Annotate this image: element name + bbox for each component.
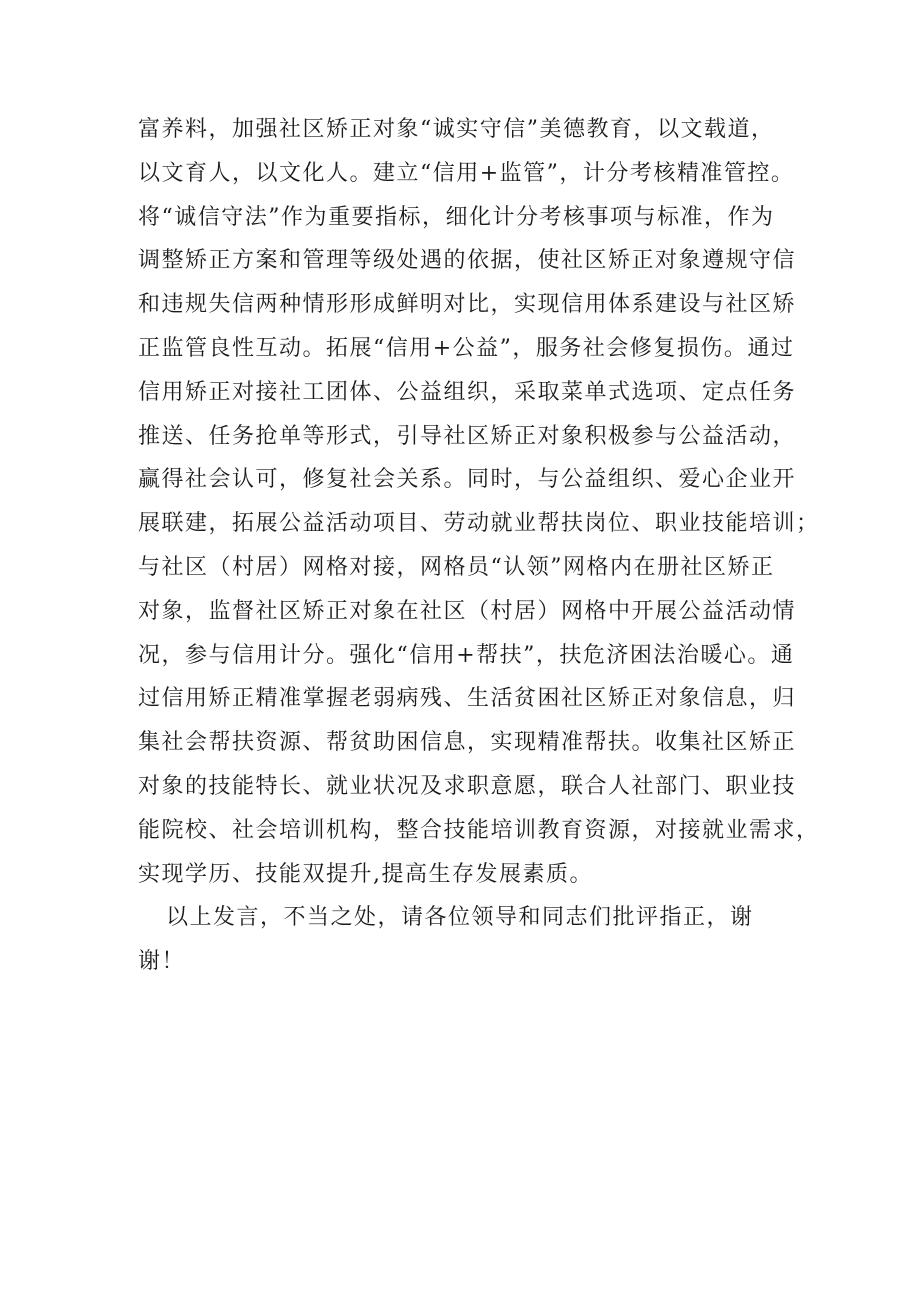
- closing-line: 以上发言，不当之处，请各位领导和同志们批评指正，谢: [166, 905, 754, 931]
- text-line: 对象的技能特长、就业状况及求职意愿，联合人社部门、职业技: [138, 773, 797, 799]
- text-line: 调整矫正方案和管理等级处遇的依据，使社区矫正对象遵规守信: [138, 248, 797, 274]
- text-line: 以文育人，以文化人。建立“信用+监管”，计分考核精准管控。: [138, 160, 795, 186]
- text-line: 与社区（村居）网格对接，网格员“认领”网格内在册社区矫正: [138, 554, 775, 580]
- text-line: 况，参与信用计分。强化“信用+帮扶”，扶危济困法治暖心。通: [138, 642, 795, 668]
- text-line: 正监管良性互动。拓展“信用+公益”，服务社会修复损伤。通过: [138, 335, 795, 361]
- text-line: 信用矫正对接社工团体、公益组织，采取菜单式选项、定点任务: [138, 379, 797, 405]
- text-line: 富养料，加强社区矫正对象“诚实守信”美德教育，以文载道，: [138, 117, 775, 142]
- closing-line: 谢！: [138, 949, 186, 975]
- text-line: 能院校、社会培训机构，整合技能培训教育资源，对接就业需求，: [138, 817, 820, 843]
- text-line: 过信用矫正精准掌握老弱病残、生活贫困社区矫正对象信息，归: [138, 686, 797, 712]
- text-line: 实现学历、技能双提升,提高生存发展素质。: [138, 861, 593, 887]
- text-line: 展联建，拓展公益活动项目、劳动就业帮扶岗位、职业技能培训；: [138, 511, 820, 537]
- text-line: 推送、任务抢单等形式，引导社区矫正对象积极参与公益活动，: [138, 423, 797, 449]
- text-line: 集社会帮扶资源、帮贫助困信息，实现精准帮扶。收集社区矫正: [138, 730, 797, 756]
- text-line: 对象，监督社区矫正对象在社区（村居）网格中开展公益活动情: [138, 598, 797, 624]
- text-line: 和违规失信两种情形形成鲜明对比，实现信用体系建设与社区矫: [138, 292, 797, 318]
- body-text: [138, 108, 818, 984]
- text-line: 赢得社会认可，修复社会关系。同时，与公益组织、爱心企业开: [138, 467, 797, 493]
- text-line: 将“诚信守法”作为重要指标，细化计分考核事项与标准，作为: [138, 204, 775, 230]
